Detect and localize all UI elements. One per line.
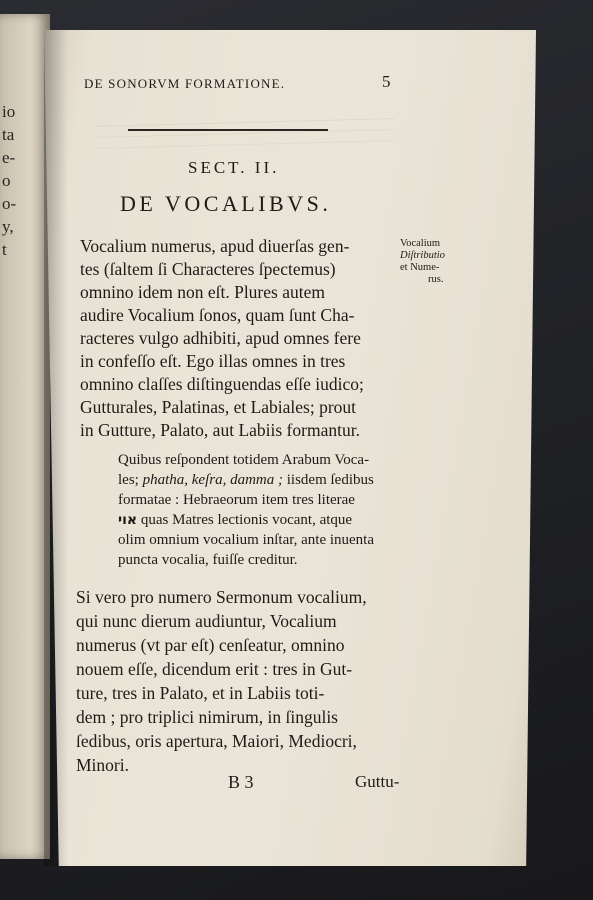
facing-fragment: ta — [2, 125, 15, 144]
facing-page-edge — [0, 14, 50, 859]
gutter-shadow — [44, 30, 68, 866]
paragraph-line: Minori. — [76, 755, 129, 775]
facing-page-text — [2, 100, 42, 261]
note-text: iisdem ſedibus — [283, 472, 374, 488]
facing-fragment: o — [2, 171, 11, 190]
paragraph-line: in confeſſo eſt. Ego illas omnes in tres — [80, 351, 346, 371]
facing-fragment: e- — [2, 148, 16, 167]
catchword: Guttu- — [355, 772, 400, 791]
note-line — [118, 472, 374, 489]
paragraph-line: tes (ſaltem ſi Characteres ſpectemus) — [80, 259, 336, 279]
paragraph-line: dem ; pro triplici nimirum, in ſingulis — [76, 707, 338, 727]
note-line: formatae : Hebraeorum item tres literae — [118, 492, 355, 508]
paragraph-line: racteres vulgo adhibiti, apud omnes fere — [80, 328, 361, 348]
paragraph-line: omnino claſſes diſtinguendas eſſe iudico; — [80, 374, 364, 394]
margin-note-line: et Nume- — [400, 262, 440, 273]
paragraph-line: Si vero pro numero Sermonum vocalium, — [76, 587, 367, 607]
facing-fragment: t — [2, 240, 7, 259]
running-head: DE SONORVM FORMATIONE. — [84, 76, 286, 91]
facing-fragment: o- — [2, 194, 17, 213]
facing-fragment: y, — [2, 217, 14, 236]
note-line: olim omnium vocalium inſtar, ante inuenta — [118, 532, 375, 548]
note-italic-text: phatha, keſra, damma ; — [142, 472, 283, 488]
note-text: quas Matres lectionis vocant, atque — [137, 512, 353, 528]
margin-note-line: Vocalium — [400, 238, 441, 249]
note-text: les; — [118, 472, 143, 488]
section-title: DE VOCALIBVS. — [120, 191, 332, 216]
hebrew-letters: אוי — [118, 512, 138, 528]
paragraph-line: numerus (vt par eſt) cenſeatur, omnino — [76, 635, 345, 655]
paragraph-line: ture, tres in Palato, et in Labiis toti- — [76, 683, 325, 703]
paragraph-line: in Gutture, Palato, aut Labiis formantur. — [80, 420, 360, 440]
section-number: SECT. II. — [188, 158, 280, 177]
paragraph-line: nouem eſſe, dicendum erit : tres in Gut- — [76, 659, 353, 679]
paragraph-line: Vocalium numerus, apud diuerſas gen- — [80, 236, 350, 256]
paragraph-line: qui nunc dierum audiuntur, Vocalium — [76, 611, 337, 631]
facing-fragment: io — [2, 102, 16, 121]
page-number: 5 — [382, 72, 391, 91]
margin-note-line: Diſtributio — [400, 250, 445, 261]
paragraph-line: audire Vocalium ſonos, quam ſunt Cha- — [80, 305, 355, 325]
signature-mark: B 3 — [228, 772, 254, 792]
margin-note-line: rus. — [428, 274, 444, 285]
header-rule — [128, 129, 328, 131]
note-line: puncta vocalia, fuiſſe creditur. — [118, 552, 298, 568]
paragraph-line: Gutturales, Palatinas, et Labiales; prout — [80, 397, 357, 417]
note-line — [118, 512, 352, 529]
paragraph-line: ſedibus, oris apertura, Maiori, Mediocri, — [76, 731, 357, 751]
note-line: Quibus reſpondent totidem Arabum Voca- — [118, 452, 370, 468]
paragraph-line: omnino idem non eſt. Plures autem — [80, 282, 325, 302]
